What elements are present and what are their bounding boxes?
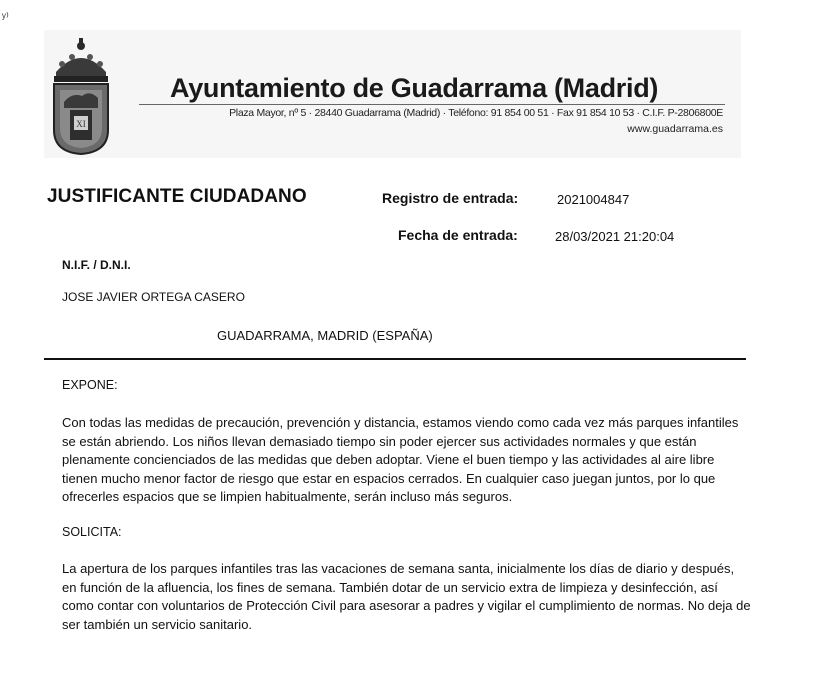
section-divider xyxy=(44,358,746,360)
fecha-value: 28/03/2021 21:20:04 xyxy=(555,229,675,244)
coat-of-arms-icon xyxy=(48,32,114,156)
svg-text:XI: XI xyxy=(76,119,86,129)
expone-text: Con todas las medidas de precaución, prevención y distancia, estamos viendo como cada vez más parques infantiles se están abriendo. Los niños llevan demasiado tiempo sin poder ejercer sus actividades normales y que están plenamente concienciados de las medidas que deben adoptar. Viene el buen tiempo y las actividades al aire libre tienen mucho menor factor de riesgo que estar en espacios cerrados. En cualquier caso juegan juntos, por lo que ofrecerles espacios que se limpien habitualmente, serán incluso más seguros. xyxy=(62,415,739,505)
organization-title: Ayuntamiento de Guadarrama (Madrid) xyxy=(170,73,659,103)
letterhead xyxy=(44,30,741,158)
solicita-label: SOLICITA: xyxy=(62,525,122,539)
document-title: JUSTIFICANTE CIUDADANO xyxy=(47,186,307,207)
expone-label: EXPONE: xyxy=(62,378,118,392)
citizen-name: JOSE JAVIER ORTEGA CASERO xyxy=(62,290,245,304)
citizen-location: GUADARRAMA, MADRID (ESPAÑA) xyxy=(217,328,433,343)
registro-value: 2021004847 xyxy=(557,192,630,207)
solicita-text: La apertura de los parques infantiles tras las vacaciones de semana santa, inicialmente los días de diario y después, en función de la afluencia, los fines de semana. También dotar de un servicio extra de limpieza y desinfección, así como contar con voluntarios de Protección Civil para asesorar a padres y vigilar el cumplimiento de normas. No deja de ser también un servicio sanitario. xyxy=(62,561,751,632)
organization-address: Plaza Mayor, nº 5 · 28440 Guadarrama (Madrid) · Teléfono: 91 854 00 51 · Fax 91 854 10 53 · C.I.F. P-2806800E xyxy=(229,107,723,119)
fecha-label: Fecha de entrada: xyxy=(398,227,518,243)
title-rule xyxy=(139,104,725,105)
organization-website: www.guadarrama.es xyxy=(627,123,723,135)
corner-mark: ʸ⁾ xyxy=(2,10,9,24)
registro-label: Registro de entrada: xyxy=(382,190,519,206)
nif-label: N.I.F. / D.N.I. xyxy=(62,258,131,272)
